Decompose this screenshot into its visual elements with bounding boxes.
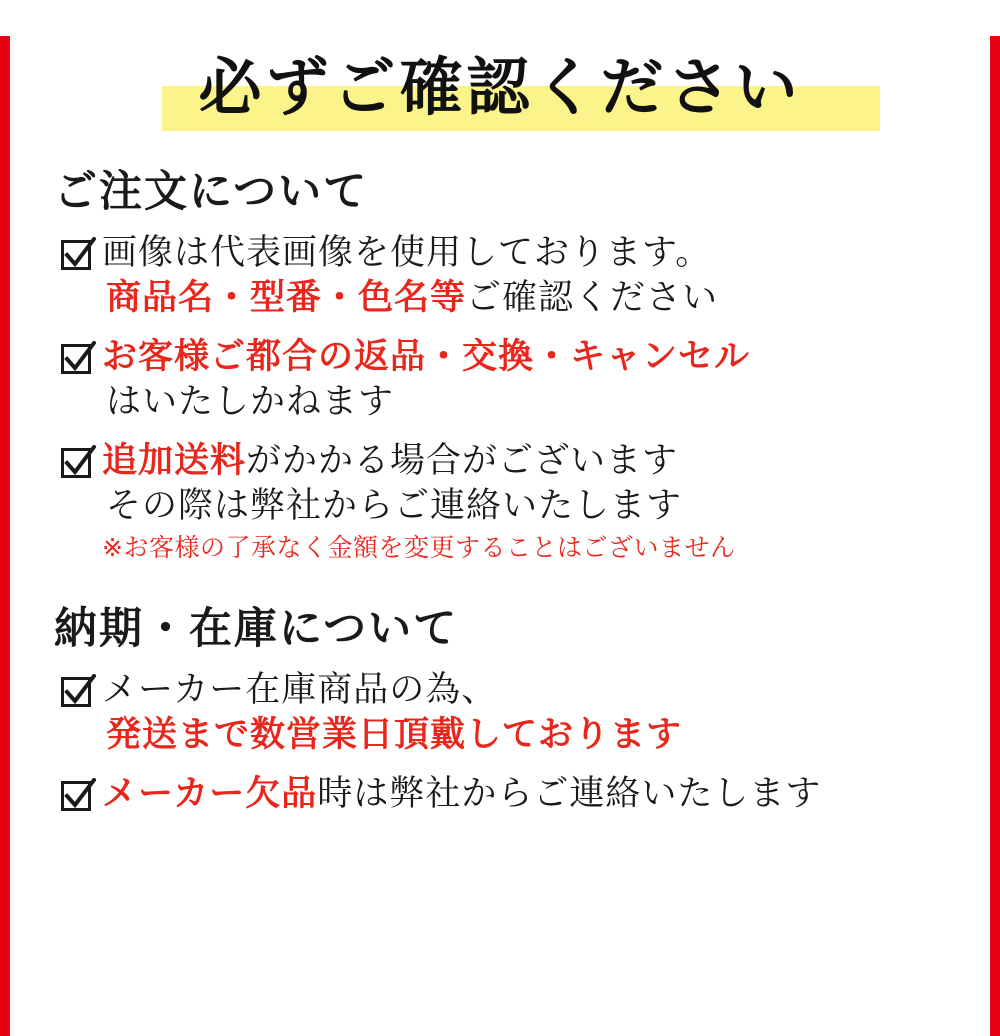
checkbox-checked-icon (60, 778, 96, 814)
checkbox-checked-icon (60, 445, 96, 481)
checkbox-checked-icon (60, 237, 96, 273)
list-item-text (102, 772, 968, 817)
page-title-block (32, 36, 968, 140)
checkbox-checked-icon (60, 237, 96, 273)
list-item-text (102, 668, 968, 758)
notice-page (0, 36, 1000, 1036)
list-item-line (102, 231, 968, 276)
list-item-line (102, 439, 968, 484)
emphasis-text: 発送まで数営業日頂戴しております (106, 715, 683, 755)
checkbox-checked-icon (60, 341, 96, 377)
notice-content (10, 36, 990, 1036)
list-item-line (106, 713, 968, 758)
checkbox-checked-icon (60, 674, 96, 710)
checkbox-checked-icon (60, 674, 96, 710)
list-item (60, 439, 968, 565)
emphasis-text: お客様ご都合の返品・交換・キャンセル (102, 337, 751, 377)
sections-container (32, 158, 968, 817)
list-item (60, 668, 968, 758)
list-item-line (102, 668, 968, 713)
body-text: がかかる場合がございます (246, 441, 679, 481)
section-heading: ご注文について (54, 167, 369, 217)
emphasis-text: メーカー欠品 (102, 774, 318, 814)
body-text: ご確認ください (466, 278, 719, 318)
list-item-line (102, 335, 968, 380)
list-item-line (106, 276, 968, 321)
body-text: その際は弊社からご連絡いたします (106, 486, 683, 526)
emphasis-text: 商品名・型番・色名等 (106, 278, 467, 318)
list-item-text (102, 231, 968, 321)
list-item-line (102, 772, 968, 817)
list-item-text (102, 335, 968, 425)
list-item-line (106, 484, 968, 529)
emphasis-text: 追加送料 (102, 441, 247, 481)
list-item-line (106, 380, 968, 425)
list-item (60, 231, 968, 321)
section-heading: 納期・在庫について (54, 604, 459, 654)
checkbox-checked-icon (60, 445, 96, 481)
body-text: 時は弊社からご連絡いたします (317, 774, 822, 814)
list-item-note: ※お客様の了承なく金額を変更することはございません (102, 533, 736, 562)
list-item (60, 772, 968, 817)
body-text: 画像は代表画像を使用しております。 (102, 233, 712, 273)
page-title: 必ずご確認ください (198, 51, 802, 124)
list-item-text (102, 439, 968, 565)
checkbox-checked-icon (60, 341, 96, 377)
body-text: メーカー在庫商品の為、 (102, 670, 498, 710)
body-text: はいたしかねます (106, 382, 395, 422)
checkbox-checked-icon (60, 778, 96, 814)
list-item (60, 335, 968, 425)
